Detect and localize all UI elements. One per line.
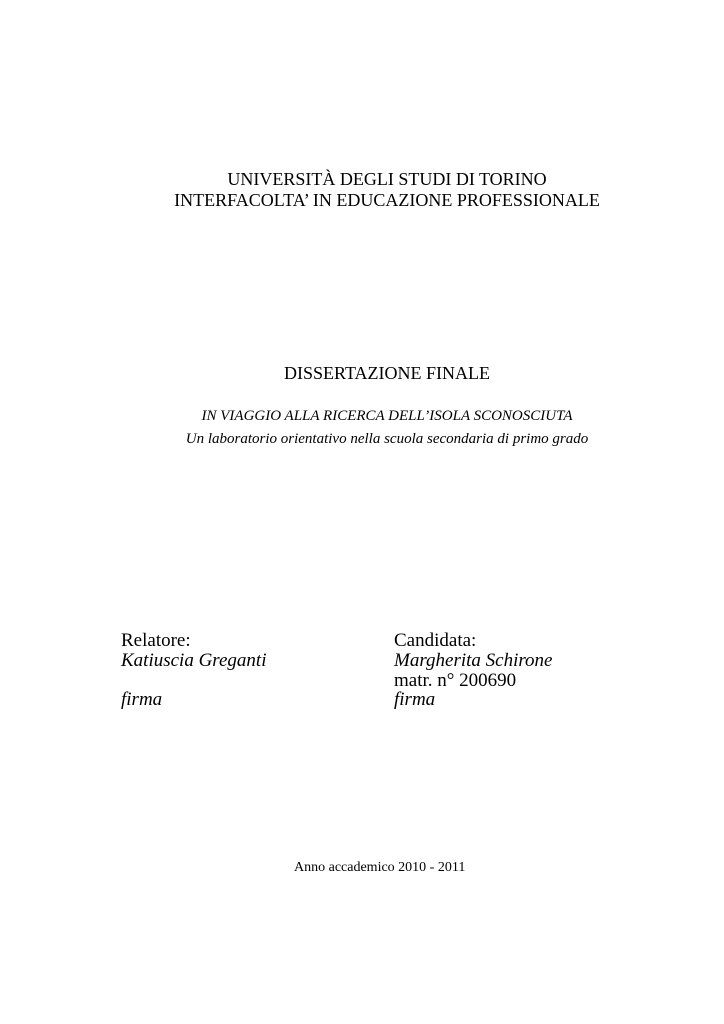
advisor-label: Relatore:: [121, 630, 191, 651]
academic-year: Anno accademico 2010 - 2011: [294, 860, 466, 875]
candidate-matricola: matr. n° 200690: [394, 670, 517, 691]
thesis-title: IN VIAGGIO ALLA RICERCA DELL’ISOLA SCONOSCIUTA: [201, 408, 573, 424]
thesis-subtitle: Un laboratorio orientativo nella scuola secondaria di primo grado: [185, 431, 589, 447]
university-name: UNIVERSITÀ DEGLI STUDI DI TORINO: [227, 169, 547, 189]
candidate-signature-label: firma: [394, 689, 436, 710]
faculty-name: INTERFACOLTA’ IN EDUCAZIONE PROFESSIONALE: [174, 190, 600, 210]
advisor-signature-label: firma: [121, 689, 163, 710]
candidate-label: Candidata:: [394, 630, 477, 651]
thesis-type: DISSERTAZIONE FINALE: [284, 363, 490, 383]
advisor-name: Katiuscia Greganti: [121, 650, 267, 671]
candidate-name: Margherita Schirone: [394, 650, 553, 671]
